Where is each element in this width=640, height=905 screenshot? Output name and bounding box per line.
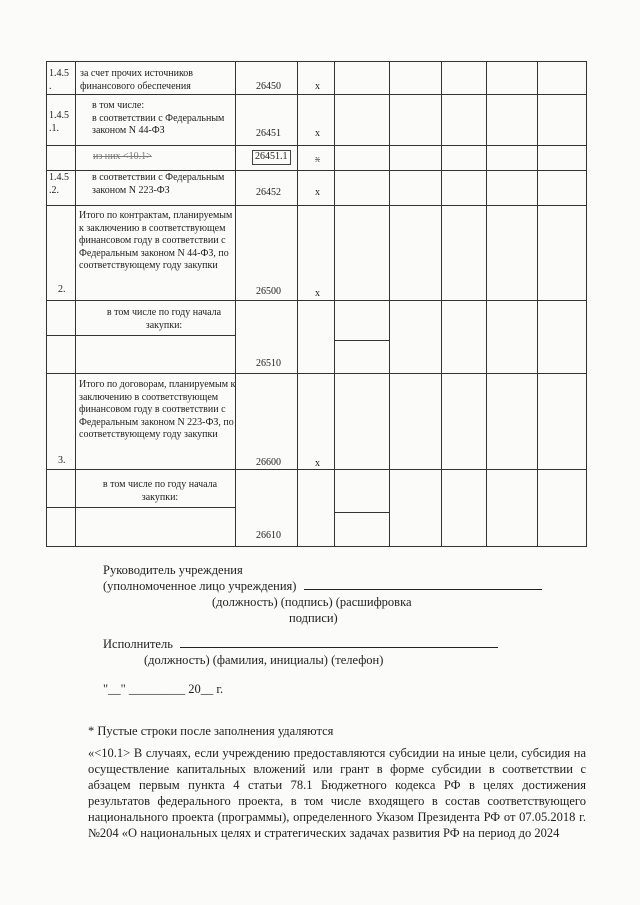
row-code: 1.4.5 . xyxy=(49,68,69,92)
head-label: Руководитель учреждения xyxy=(103,563,243,577)
row-label: из них <10.1> xyxy=(93,151,152,162)
exec-row xyxy=(103,636,498,652)
row-number: 26451 xyxy=(256,128,281,139)
head-signature-line xyxy=(304,589,542,590)
row-number: 26610 xyxy=(256,530,281,541)
footnote-10-1: «<10.1> В случаях, если учреждению предоставляются субсидии на иные цели, субсидия на осуществление капитальных вложений или грант в форме субсидии в соответствии с абзацем первым пункта 4 статьи 78.1 Бюджетного кодекса РФ в целях достижения результатов федерального проекта, в том числе входящего в состав соответствующего национального проекта (программы), определенного Указом Президента РФ от 07.05.2018 г. №204 «О национальных целях и стратегических задачах развития РФ на период до 2024 xyxy=(88,746,586,840)
row-code: 3. xyxy=(58,455,66,466)
row-code: 1.4.5 .2. xyxy=(49,172,69,196)
row-label: Итого по договорам, планируемым к заключению в соответствующем финансовом году в соответствии с Федеральным законом N 223-ФЗ, по соответствующему году закупки xyxy=(79,379,236,441)
row-label: за счет прочих источников финансового обеспечения xyxy=(80,68,194,92)
row-number: 26510 xyxy=(256,358,281,369)
row-number: 26450 xyxy=(256,81,281,92)
empty-rows-note: * Пустые строки после заполнения удаляются xyxy=(88,724,334,738)
row-label: в том числе по году начала закупки: xyxy=(102,479,218,503)
row-x-mark: x xyxy=(315,81,320,92)
exec-label: Исполнитель xyxy=(103,637,173,651)
row-x-mark: x xyxy=(315,458,320,469)
row-number: 26452 xyxy=(256,187,281,198)
row-code: 1.4.5 .1. xyxy=(49,110,69,134)
row-x-mark: x xyxy=(315,154,320,165)
date-line: "__" _________ 20__ г. xyxy=(103,682,224,696)
row-label: в том числе по году начала закупки: xyxy=(106,307,222,331)
row-code: 2. xyxy=(58,284,66,295)
row-number: 26500 xyxy=(256,286,281,297)
exec-signature-line xyxy=(180,647,498,648)
row-number: 26600 xyxy=(256,457,281,468)
head-sub-text: (уполномоченное лицо учреждения) xyxy=(103,579,297,593)
row-label: Итого по контрактам, планируемым к заключению в соответствующем финансовом году в соответствии с Федеральным законом N 44-ФЗ, по соответствующему году закупки xyxy=(79,210,233,272)
head-caption: (должность) (подпись) (расшифровка xyxy=(212,595,412,609)
row-label: в том числе: в соответствии с Федеральным законом N 44-ФЗ xyxy=(92,100,225,137)
head-caption-2: подписи) xyxy=(289,611,338,625)
exec-caption: (должность) (фамилия, инициалы) (телефон) xyxy=(144,653,384,667)
head-sub-label xyxy=(103,578,542,594)
row-x-mark: x xyxy=(315,288,320,299)
row-x-mark: x xyxy=(315,128,320,139)
row-x-mark: x xyxy=(315,187,320,198)
row-number: 26451.1 xyxy=(252,150,291,165)
row-label: в соответствии с Федеральным законом N 223-ФЗ xyxy=(92,172,225,196)
